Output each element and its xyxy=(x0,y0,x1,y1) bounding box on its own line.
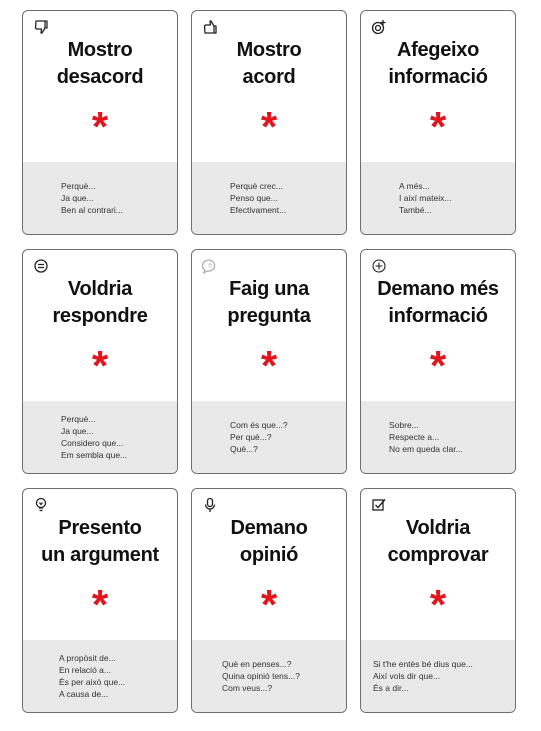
phrase: Quina opinió tens...? xyxy=(222,671,300,681)
star-icon: * xyxy=(260,342,278,389)
card-afegeixo-informacio[interactable] xyxy=(360,10,516,235)
phrase: Ben al contrari... xyxy=(61,205,123,215)
phrase: Què en penses...? xyxy=(222,659,292,669)
phrase: Així vols dir que... xyxy=(373,671,441,681)
lightbulb-icon xyxy=(33,497,49,513)
star-icon: * xyxy=(91,581,109,628)
microphone-icon xyxy=(202,497,218,513)
star-icon: * xyxy=(260,581,278,628)
svg-text:?: ? xyxy=(208,263,212,271)
phrase-list xyxy=(23,413,177,461)
card-demano-mes-informacio[interactable] xyxy=(360,249,516,474)
phrase-list xyxy=(192,419,346,455)
phrase-list xyxy=(361,419,515,455)
phrase: És per això que... xyxy=(59,677,126,687)
star-icon: * xyxy=(429,581,447,628)
phrase: Com veus...? xyxy=(222,683,273,693)
phrase: Em sembla que... xyxy=(61,450,128,460)
add-info-icon xyxy=(371,19,387,35)
plus-circle-icon xyxy=(371,258,387,274)
phrase: Respecte a... xyxy=(389,432,440,442)
phrase-list xyxy=(192,658,346,694)
phrase: Què...? xyxy=(230,444,258,454)
card-voldria-comprovar[interactable] xyxy=(360,488,516,713)
phrase: I així mateix... xyxy=(399,193,452,203)
phrase: Perquè... xyxy=(61,181,96,191)
phrase: No em queda clar... xyxy=(389,444,463,454)
phrase: A més... xyxy=(399,181,430,191)
phrase-list xyxy=(23,180,177,216)
phrase-list xyxy=(361,658,515,694)
card-mostro-desacord[interactable] xyxy=(22,10,178,235)
thumbs-down-icon xyxy=(33,19,49,35)
card-footer xyxy=(192,640,346,712)
card-faig-una-pregunta[interactable] xyxy=(191,249,347,474)
card-title: Demano opinió xyxy=(230,517,308,566)
question-bubble-icon xyxy=(202,258,218,274)
phrase: Com és que...? xyxy=(230,420,288,430)
card-footer xyxy=(23,162,177,234)
card-footer xyxy=(23,640,177,712)
card-footer xyxy=(23,401,177,473)
star-icon: * xyxy=(260,103,278,150)
card-title: Mostro desacord xyxy=(56,39,144,88)
card-title: Voldria respondre xyxy=(52,278,148,327)
phrase: A causa de... xyxy=(59,689,109,699)
card-footer xyxy=(361,401,515,473)
star-icon: * xyxy=(91,342,109,389)
card-title: Afegeixo informació xyxy=(388,39,488,88)
checkbox-icon xyxy=(371,497,387,513)
phrase: En relació a... xyxy=(59,665,111,675)
phrase: A propòsit de... xyxy=(59,653,116,663)
card-mostro-acord[interactable] xyxy=(191,10,347,235)
thumbs-up-icon xyxy=(202,19,218,35)
card-footer xyxy=(361,640,515,712)
star-icon: * xyxy=(91,103,109,150)
phrase: Ja que... xyxy=(61,426,94,436)
phrase-list xyxy=(192,180,346,216)
phrase: Si t'he entès bé dius que... xyxy=(373,659,473,669)
phrase: És a dir... xyxy=(373,683,409,693)
phrase: Considero que... xyxy=(61,438,124,448)
phrase: També... xyxy=(399,205,432,215)
phrase-list xyxy=(361,180,515,216)
star-icon: * xyxy=(429,103,447,150)
card-demano-opinio[interactable] xyxy=(191,488,347,713)
card-footer xyxy=(192,162,346,234)
phrase: Efectivament... xyxy=(230,205,287,215)
card-presento-un-argument[interactable] xyxy=(22,488,178,713)
card-title: Voldria comprovar xyxy=(387,517,489,566)
phrase-list xyxy=(23,652,177,700)
phrase: Penso que... xyxy=(230,193,278,203)
star-icon: * xyxy=(429,342,447,389)
phrase: Per què...? xyxy=(230,432,272,442)
phrase: Ja que... xyxy=(61,193,94,203)
phrase: Perquè crec... xyxy=(230,181,283,191)
card-title: Faig una pregunta xyxy=(227,278,311,327)
card-title: Demano més informació xyxy=(377,278,499,327)
phrase: Sobre... xyxy=(389,420,419,430)
card-title: Presento un argument xyxy=(41,517,159,566)
card-title: Mostro acord xyxy=(236,39,302,88)
card-footer xyxy=(192,401,346,473)
phrase: Perquè... xyxy=(61,414,96,424)
card-footer xyxy=(361,162,515,234)
card-voldria-respondre[interactable] xyxy=(22,249,178,474)
speech-bubble-icon xyxy=(33,258,49,274)
